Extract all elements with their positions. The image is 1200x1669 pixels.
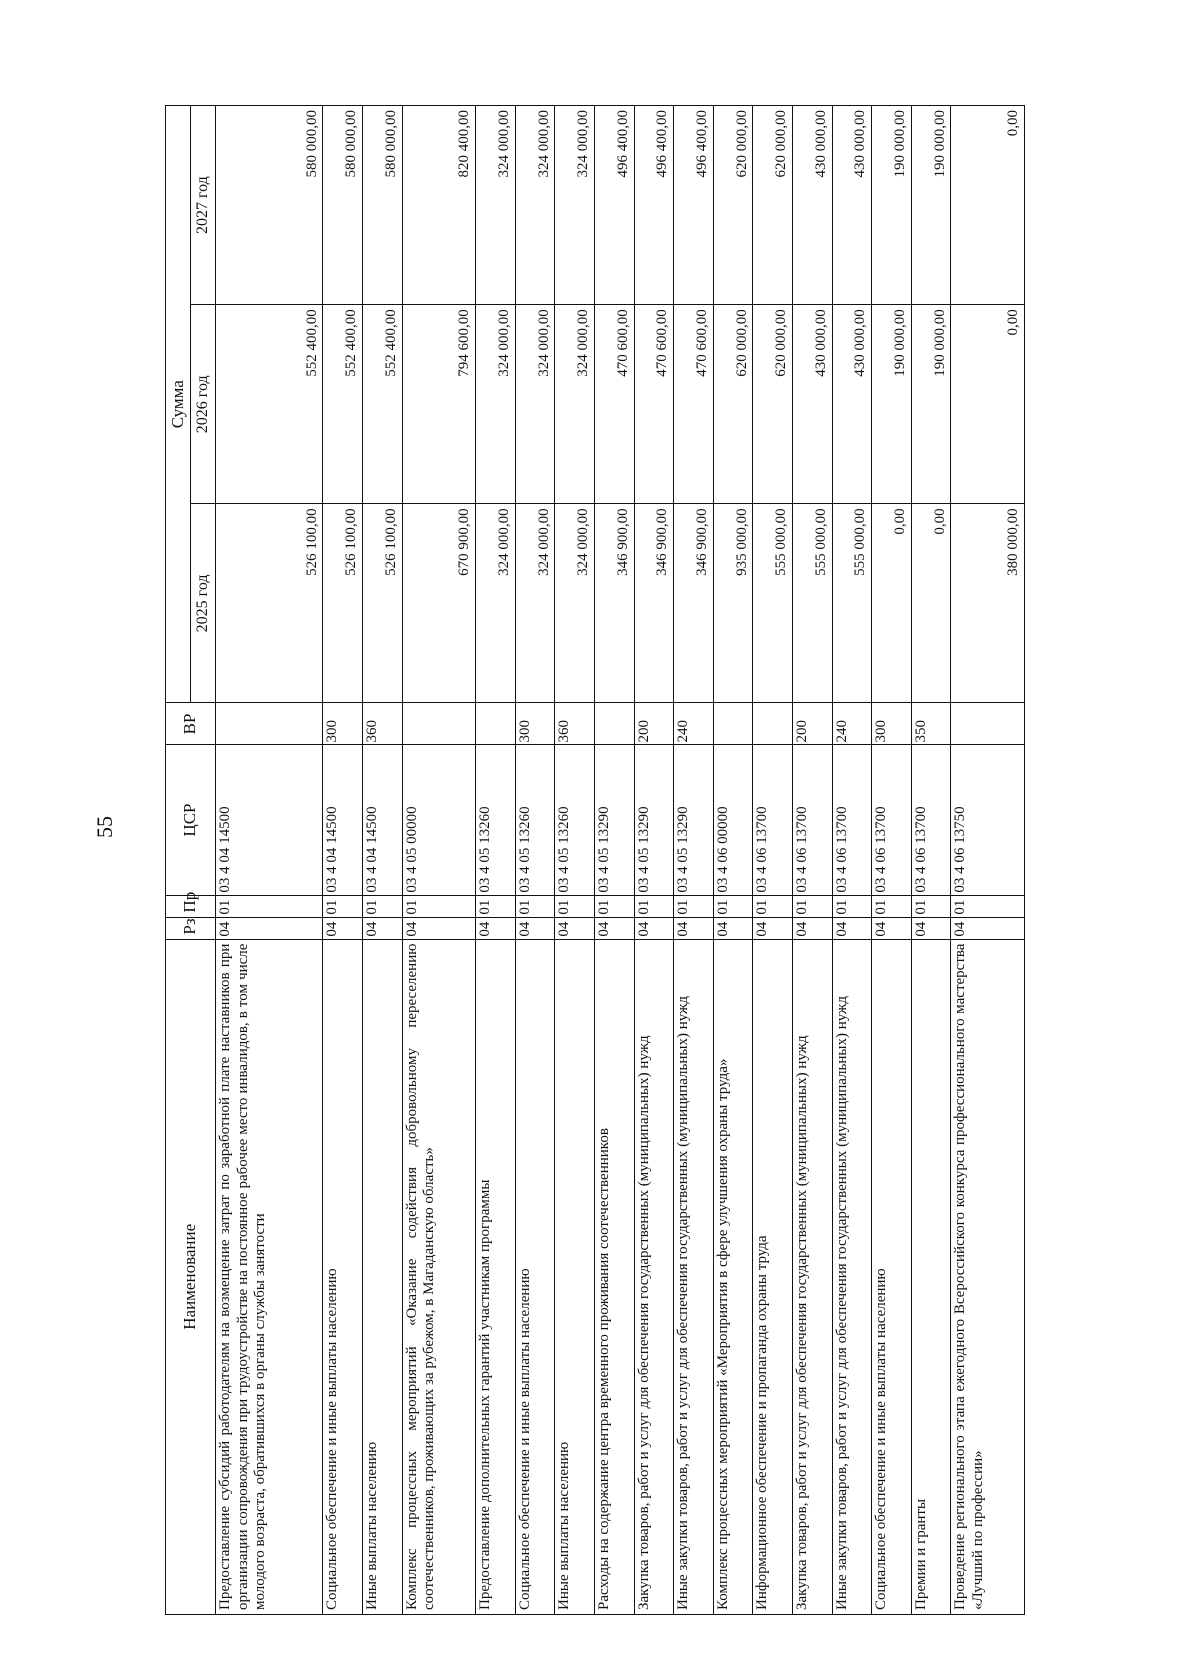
cell-2025: 526 100,00 (362, 504, 402, 703)
cell-2025: 324 000,00 (555, 504, 595, 703)
cell-name: Иные выплаты населению (362, 939, 402, 1614)
cell-name: Проведение регионального этапа ежегодного Всероссийского конкурса профессионального мастерства «Лучший по профессии» (951, 939, 1025, 1614)
cell-2027: 580 000,00 (323, 106, 363, 305)
cell-2026: 794 600,00 (402, 305, 475, 504)
cell-2025: 346 900,00 (594, 504, 634, 703)
header-year-2025: 2025 год (191, 504, 216, 703)
cell-name: Социальное обеспечение и иные выплаты населению (323, 939, 363, 1614)
cell-2026: 190 000,00 (911, 305, 951, 504)
cell-vr (753, 703, 793, 745)
cell-2027: 496 400,00 (674, 106, 714, 305)
cell-pr: 01 (594, 895, 634, 917)
table-row (832, 106, 872, 1615)
cell-pr: 01 (402, 895, 475, 917)
cell-2027: 324 000,00 (515, 106, 555, 305)
page-number: 55 (92, 816, 117, 838)
cell-pr: 01 (555, 895, 595, 917)
cell-rz: 04 (951, 917, 1025, 939)
cell-2025: 324 000,00 (515, 504, 555, 703)
table-row (792, 106, 832, 1615)
cell-rz: 04 (362, 917, 402, 939)
cell-pr: 01 (362, 895, 402, 917)
cell-2026: 430 000,00 (832, 305, 872, 504)
cell-name: Комплекс процессных мероприятий «Оказание содействия добровольному переселению соотечественников, проживающих за рубежом, в Магаданскую область» (402, 939, 475, 1614)
cell-2026: 552 400,00 (362, 305, 402, 504)
cell-csr: 03 4 05 13260 (476, 745, 516, 895)
cell-vr (476, 703, 516, 745)
cell-pr: 01 (951, 895, 1025, 917)
cell-csr: 03 4 05 13260 (515, 745, 555, 895)
cell-2025: 346 900,00 (634, 504, 674, 703)
cell-2027: 820 400,00 (402, 106, 475, 305)
cell-name: Премии и гранты (911, 939, 951, 1614)
cell-csr: 03 4 06 13700 (872, 745, 912, 895)
table-header-row (166, 106, 191, 1615)
table-row (515, 106, 555, 1615)
table-row (951, 106, 1025, 1615)
header-vr: ВР (166, 703, 216, 745)
cell-name: Закупка товаров, работ и услуг для обеспечения государственных (муниципальных) нужд (792, 939, 832, 1614)
cell-rz: 04 (515, 917, 555, 939)
cell-name: Предоставление дополнительных гарантий участникам программы (476, 939, 516, 1614)
cell-2026: 324 000,00 (515, 305, 555, 504)
cell-rz: 04 (872, 917, 912, 939)
cell-csr: 03 4 05 00000 (402, 745, 475, 895)
header-sum: Сумма (166, 106, 191, 703)
cell-rz: 04 (792, 917, 832, 939)
cell-2027: 0,00 (951, 106, 1025, 305)
cell-vr: 360 (555, 703, 595, 745)
cell-vr: 200 (792, 703, 832, 745)
cell-pr: 01 (515, 895, 555, 917)
budget-table (165, 105, 1025, 1615)
header-name: Наименование (166, 939, 216, 1614)
table-row (476, 106, 516, 1615)
cell-2025: 526 100,00 (216, 504, 323, 703)
cell-2027: 190 000,00 (872, 106, 912, 305)
cell-vr (402, 703, 475, 745)
cell-name: Информационное обеспечение и пропаганда охраны труда (753, 939, 793, 1614)
table-row (911, 106, 951, 1615)
cell-2026: 620 000,00 (713, 305, 753, 504)
cell-pr: 01 (476, 895, 516, 917)
cell-name: Социальное обеспечение и иные выплаты населению (872, 939, 912, 1614)
cell-2025: 0,00 (911, 504, 951, 703)
cell-vr: 360 (362, 703, 402, 745)
cell-pr: 01 (674, 895, 714, 917)
cell-2026: 324 000,00 (476, 305, 516, 504)
cell-vr (216, 703, 323, 745)
cell-csr: 03 4 06 00000 (713, 745, 753, 895)
cell-2025: 346 900,00 (674, 504, 714, 703)
cell-csr: 03 4 06 13750 (951, 745, 1025, 895)
cell-csr: 03 4 05 13290 (634, 745, 674, 895)
cell-vr (594, 703, 634, 745)
cell-2027: 324 000,00 (476, 106, 516, 305)
cell-rz: 04 (911, 917, 951, 939)
rotated-sheet (165, 105, 1025, 1615)
header-csr: ЦСР (166, 745, 216, 895)
table-row (634, 106, 674, 1615)
cell-vr: 200 (634, 703, 674, 745)
cell-rz: 04 (713, 917, 753, 939)
cell-csr: 03 4 06 13700 (832, 745, 872, 895)
cell-vr: 350 (911, 703, 951, 745)
header-year-2026: 2026 год (191, 305, 216, 504)
cell-vr: 240 (832, 703, 872, 745)
cell-csr: 03 4 04 14500 (216, 745, 323, 895)
cell-rz: 04 (216, 917, 323, 939)
table-row (216, 106, 323, 1615)
cell-csr: 03 4 04 14500 (323, 745, 363, 895)
cell-rz: 04 (476, 917, 516, 939)
cell-2025: 555 000,00 (792, 504, 832, 703)
cell-vr (951, 703, 1025, 745)
cell-2026: 470 600,00 (594, 305, 634, 504)
cell-rz: 04 (674, 917, 714, 939)
cell-2027: 190 000,00 (911, 106, 951, 305)
cell-name: Иные выплаты населению (555, 939, 595, 1614)
cell-name: Социальное обеспечение и иные выплаты населению (515, 939, 555, 1614)
cell-rz: 04 (594, 917, 634, 939)
cell-2027: 620 000,00 (713, 106, 753, 305)
cell-2027: 620 000,00 (753, 106, 793, 305)
cell-pr: 01 (792, 895, 832, 917)
header-rz: Рз (166, 917, 216, 939)
cell-name: Иные закупки товаров, работ и услуг для обеспечения государственных (муниципальных) нужд (832, 939, 872, 1614)
cell-pr: 01 (911, 895, 951, 917)
cell-2025: 670 900,00 (402, 504, 475, 703)
cell-2027: 430 000,00 (832, 106, 872, 305)
cell-rz: 04 (634, 917, 674, 939)
cell-name: Закупка товаров, работ и услуг для обеспечения государственных (муниципальных) нужд (634, 939, 674, 1614)
cell-pr: 01 (323, 895, 363, 917)
cell-2027: 496 400,00 (594, 106, 634, 305)
cell-csr: 03 4 05 13290 (594, 745, 634, 895)
cell-2026: 190 000,00 (872, 305, 912, 504)
cell-2025: 324 000,00 (476, 504, 516, 703)
cell-2026: 470 600,00 (674, 305, 714, 504)
table-row (402, 106, 475, 1615)
cell-2027: 496 400,00 (634, 106, 674, 305)
cell-2025: 555 000,00 (753, 504, 793, 703)
cell-2025: 0,00 (872, 504, 912, 703)
table-row (362, 106, 402, 1615)
cell-2026: 324 000,00 (555, 305, 595, 504)
cell-vr: 300 (515, 703, 555, 745)
cell-rz: 04 (402, 917, 475, 939)
cell-rz: 04 (832, 917, 872, 939)
cell-csr: 03 4 06 13700 (753, 745, 793, 895)
header-year-2027: 2027 год (191, 106, 216, 305)
cell-rz: 04 (323, 917, 363, 939)
cell-pr: 01 (634, 895, 674, 917)
cell-2027: 580 000,00 (216, 106, 323, 305)
cell-vr: 300 (872, 703, 912, 745)
cell-2025: 380 000,00 (951, 504, 1025, 703)
table-row (674, 106, 714, 1615)
cell-2025: 526 100,00 (323, 504, 363, 703)
cell-name: Предоставление субсидий работодателям на возмещение затрат по заработной плате наставников при организации сопровождения при трудоустройстве на постоянное рабочее место инвалидов, в том числе молодого возраста, обратившихся в органы службы занятости (216, 939, 323, 1614)
cell-csr: 03 4 06 13700 (911, 745, 951, 895)
cell-pr: 01 (872, 895, 912, 917)
table-row (323, 106, 363, 1615)
cell-2026: 0,00 (951, 305, 1025, 504)
cell-vr: 240 (674, 703, 714, 745)
cell-name: Иные закупки товаров, работ и услуг для обеспечения государственных (муниципальных) нужд (674, 939, 714, 1614)
table-row (713, 106, 753, 1615)
cell-2025: 555 000,00 (832, 504, 872, 703)
cell-csr: 03 4 04 14500 (362, 745, 402, 895)
cell-pr: 01 (216, 895, 323, 917)
cell-vr: 300 (323, 703, 363, 745)
cell-2026: 470 600,00 (634, 305, 674, 504)
cell-2026: 430 000,00 (792, 305, 832, 504)
cell-csr: 03 4 05 13290 (674, 745, 714, 895)
cell-2026: 620 000,00 (753, 305, 793, 504)
cell-rz: 04 (753, 917, 793, 939)
cell-2027: 580 000,00 (362, 106, 402, 305)
table-row (555, 106, 595, 1615)
cell-vr (713, 703, 753, 745)
cell-name: Комплекс процессных мероприятий «Мероприятия в сфере улучшения охраны труда» (713, 939, 753, 1614)
cell-pr: 01 (832, 895, 872, 917)
header-pr: Пр (166, 895, 216, 917)
cell-2027: 324 000,00 (555, 106, 595, 305)
cell-name: Расходы на содержание центра временного проживания соотечественников (594, 939, 634, 1614)
table-row (594, 106, 634, 1615)
table-row (872, 106, 912, 1615)
cell-rz: 04 (555, 917, 595, 939)
cell-pr: 01 (753, 895, 793, 917)
cell-csr: 03 4 06 13700 (792, 745, 832, 895)
cell-2026: 552 400,00 (216, 305, 323, 504)
cell-2026: 552 400,00 (323, 305, 363, 504)
cell-2025: 935 000,00 (713, 504, 753, 703)
cell-csr: 03 4 05 13260 (555, 745, 595, 895)
table-row (753, 106, 793, 1615)
cell-2027: 430 000,00 (792, 106, 832, 305)
cell-pr: 01 (713, 895, 753, 917)
